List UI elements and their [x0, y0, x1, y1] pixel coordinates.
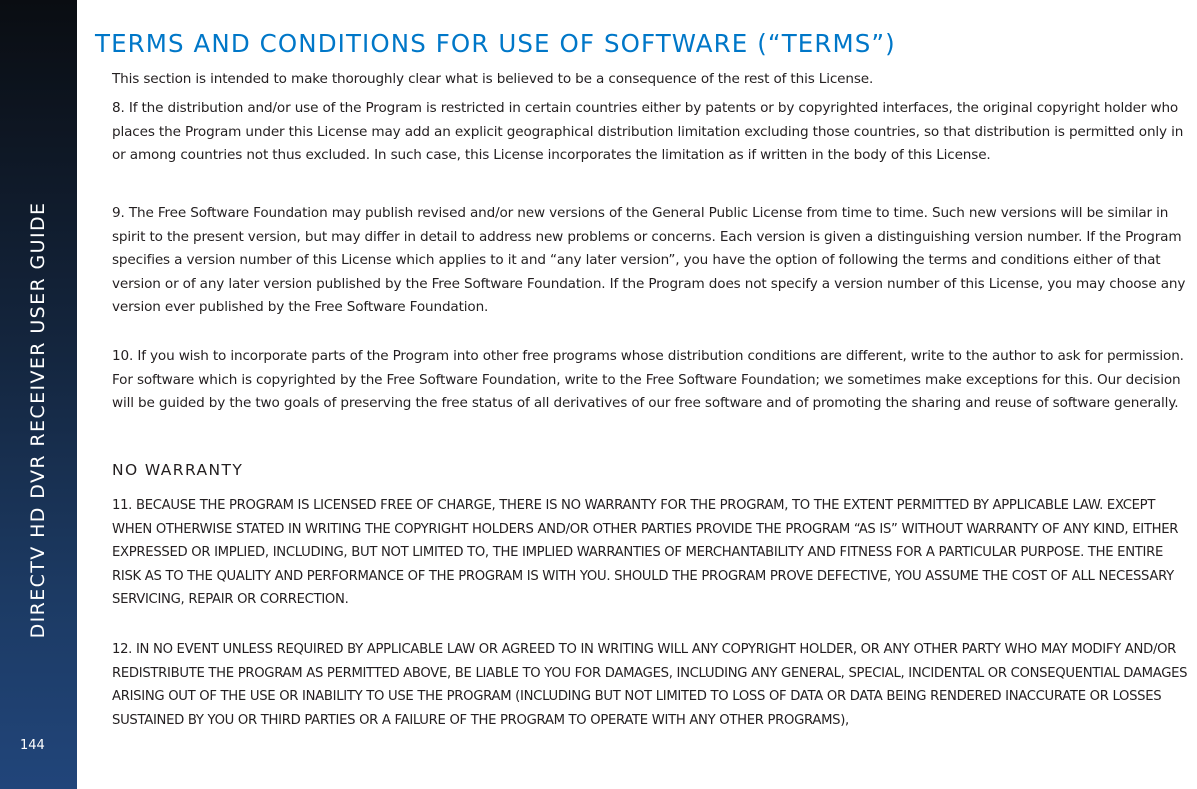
page-title: TERMS AND CONDITIONS FOR USE OF SOFTWARE (“TERMS”) [95, 29, 896, 58]
section-heading-no-warranty: NO WARRANTY [112, 461, 244, 479]
sidebar-band [0, 0, 77, 789]
sidebar-guide-label: DIRECTV HD DVR RECEIVER USER GUIDE [27, 201, 49, 639]
paragraph-8: 8. If the distribution and/or use of the Program is restricted in certain countries either by patents or by copyrighted interfaces, the original copyright holder who places the Program under this License may add an explicit geographical distribution limitation excluding those countries, so that distribution is permitted only in or among countries not thus excluded. In such case, this License incorporates the limitation as if written in the body of this License. [112, 100, 1184, 163]
paragraph-11: 11. BECAUSE THE PROGRAM IS LICENSED FREE OF CHARGE, THERE IS NO WARRANTY FOR THE PROGRAM, TO THE EXTENT PERMITTED BY APPLICABLE LAW. EXCEPT WHEN OTHERWISE STATED IN WRITING THE COPYRIGHT HOLDERS AND/OR OTHER PARTIES PROVIDE THE PROGRAM “AS IS” WITHOUT WARRANTY OF ANY KIND, EITHER EXPRESSED OR IMPLIED, INCLUDING, BUT NOT LIMITED TO, THE IMPLIED WARRANTIES OF MERCHANTABILITY AND FITNESS FOR A PARTICULAR PURPOSE. THE ENTIRE RISK AS TO THE QUALITY AND PERFORMANCE OF THE PROGRAM IS WITH YOU. SHOULD THE PROGRAM PROVE DEFECTIVE, YOU ASSUME THE COST OF ALL NECESSARY SERVICING, REPAIR OR CORRECTION. [112, 498, 1179, 607]
paragraph-intro: This section is intended to make thoroughly clear what is believed to be a consequence of the rest of this License. [112, 71, 874, 87]
page-number: 144 [20, 738, 45, 753]
paragraph-9: 9. The Free Software Foundation may publish revised and/or new versions of the General Public License from time to time. Such new versions will be similar in spirit to the present version, but may differ in detail to address new problems or concerns. Each version is given a distinguishing version number. If the Program specifies a version number of this License which applies to it and “any later version”, you have the option of following the terms and conditions either of that version or of any later version published by the Free Software Foundation. If the Program does not specify a version number of this License, you may choose any version ever published by the Free Software Foundation. [112, 205, 1186, 315]
paragraph-10: 10. If you wish to incorporate parts of the Program into other free programs whose distribution conditions are different, write to the author to ask for permission. For software which is copyrighted by the Free Software Foundation, write to the Free Software Foundation; we sometimes make exceptions for this. Our decision will be guided by the two goals of preserving the free status of all derivatives of our free software and of promoting the sharing and reuse of software generally. [112, 348, 1184, 411]
paragraph-12: 12. IN NO EVENT UNLESS REQUIRED BY APPLICABLE LAW OR AGREED TO IN WRITING WILL ANY COPYRIGHT HOLDER, OR ANY OTHER PARTY WHO MAY MODIFY AND/OR REDISTRIBUTE THE PROGRAM AS PERMITTED ABOVE, BE LIABLE TO YOU FOR DAMAGES, INCLUDING ANY GENERAL, SPECIAL, INCIDENTAL OR CONSEQUENTIAL DAMAGES ARISING OUT OF THE USE OR INABILITY TO USE THE PROGRAM (INCLUDING BUT NOT LIMITED TO LOSS OF DATA OR DATA BEING RENDERED INACCURATE OR LOSSES SUSTAINED BY YOU OR THIRD PARTIES OR A FAILURE OF THE PROGRAM TO OPERATE WITH ANY OTHER PROGRAMS), [112, 642, 1188, 728]
